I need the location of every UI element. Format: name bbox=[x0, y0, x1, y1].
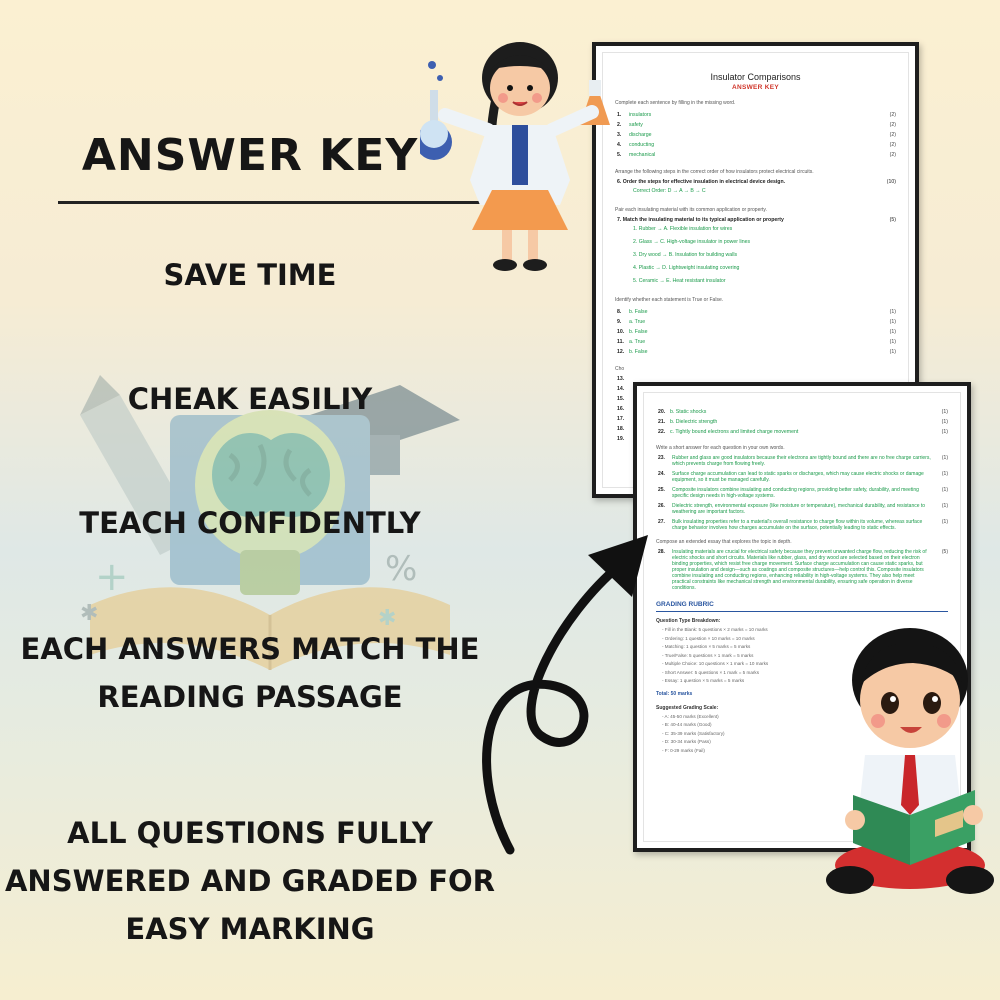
mc-answers bbox=[644, 407, 960, 437]
short-answer-row bbox=[644, 519, 960, 531]
curved-arrow-icon bbox=[470, 525, 660, 855]
item-points: (1) bbox=[941, 455, 948, 461]
item-points: (1) bbox=[941, 503, 948, 509]
tf-row bbox=[603, 337, 908, 347]
item-points: (2) bbox=[889, 142, 896, 148]
item-points: (2) bbox=[889, 122, 896, 128]
scale-item: - C: 35-39 marks (Satisfactory) bbox=[662, 730, 725, 736]
item-number: 4. bbox=[617, 142, 622, 148]
item-number: 27. bbox=[658, 519, 665, 525]
feature-teach-confidently: TEACH CONFIDENTLY bbox=[79, 506, 421, 540]
breakdown-item: - Short Answer: 5 questions × 1 mark = 5 marks bbox=[662, 669, 760, 675]
fill-answers bbox=[603, 110, 908, 160]
item-number: 3. bbox=[617, 132, 622, 138]
item-answer: a. True bbox=[629, 339, 646, 345]
fill-row bbox=[603, 120, 908, 130]
item-number: 22. bbox=[658, 429, 666, 435]
rubric-divider bbox=[656, 611, 948, 612]
tf-instructions: Identify whether each statement is True or False. bbox=[615, 297, 724, 303]
short-answer-row bbox=[644, 503, 960, 515]
tf-answers bbox=[603, 307, 908, 357]
plus-icon: + bbox=[95, 554, 129, 600]
total-marks: Total: 50 marks bbox=[656, 690, 693, 697]
sparkle-icon: ✱ bbox=[378, 606, 397, 631]
match-row: 4. Plastic → D. Lightweight insulating covering bbox=[633, 265, 740, 271]
headline: ANSWER KEY bbox=[81, 130, 419, 181]
item-answer: a. True bbox=[629, 319, 646, 325]
feature-fully-answered: ALL QUESTIONS FULLY ANSWERED AND GRADED FOR EASY MARKING bbox=[4, 816, 495, 946]
breakdown-item: - Matching: 1 question × 5 marks = 5 marks bbox=[662, 644, 751, 649]
match-row: 5. Ceramic → E. Heat resistant insulator bbox=[633, 278, 726, 284]
item-number: 26. bbox=[658, 503, 665, 509]
item-points: (1) bbox=[941, 429, 948, 435]
item-answer: b. False bbox=[629, 309, 648, 315]
match-instructions: Pair each insulating material with its common application or property. bbox=[615, 207, 767, 213]
order-instructions: Arrange the following steps in the correct order of how insulators protect electrical circuits. bbox=[615, 169, 814, 175]
breakdown-item: - Multiple Choice: 10 questions × 1 mark = 10 marks bbox=[662, 661, 769, 666]
item-number: 20. bbox=[658, 409, 666, 415]
item-points: (1) bbox=[941, 471, 948, 477]
item-number: 2. bbox=[617, 122, 622, 128]
percent-icon: % bbox=[385, 549, 418, 589]
item-number: 25. bbox=[658, 487, 665, 493]
fill-row bbox=[603, 140, 908, 150]
item-answer: discharge bbox=[629, 132, 652, 138]
item-number: 18. bbox=[617, 426, 625, 432]
feature-check-easily: CHEAK EASILIY bbox=[127, 382, 373, 416]
item-answer: Bulk insulating properties refer to a material's overall resistance to charge flow within its volume, whereas surface charge behavior involves how charges accumulate on the surface, potentially leading to static effects. bbox=[672, 519, 923, 531]
item-points: (2) bbox=[889, 152, 896, 158]
short-answer-row bbox=[644, 487, 960, 499]
scale-item: - A: 45-50 marks (Excellent) bbox=[662, 713, 719, 719]
breakdown-item: - True/False: 5 questions × 1 mark = 5 marks bbox=[662, 652, 754, 658]
sparkle-icon: ✱ bbox=[80, 601, 99, 626]
scale-item: - F: 0-29 marks (Fail) bbox=[662, 747, 705, 753]
scale-title: Suggested Grading Scale: bbox=[656, 704, 719, 711]
item-answer: c. Tightly bound electrons and limited charge movement bbox=[670, 429, 799, 435]
girl-scientist-illustration bbox=[420, 30, 615, 275]
item-answer: insulators bbox=[629, 112, 652, 118]
item-answer: conducting bbox=[629, 142, 655, 148]
item-answer: Composite insulators combine insulating and conducting regions, providing better safety, durability, and meeting specific design needs in high-voltage systems. bbox=[672, 487, 919, 499]
match-row: 3. Dry wood → B. Insulation for building walls bbox=[633, 252, 738, 258]
item-answer: b. False bbox=[629, 349, 648, 355]
mc-row bbox=[644, 427, 960, 437]
item-number: 19. bbox=[617, 436, 625, 442]
breakdown-item: - Essay: 1 question × 5 marks = 5 marks bbox=[662, 678, 745, 683]
item-answer: b. False bbox=[629, 329, 648, 335]
item-number: 15. bbox=[617, 396, 625, 402]
item-points: (2) bbox=[889, 132, 896, 138]
short-answer-row bbox=[644, 455, 960, 467]
breakdown-item: - Ordering: 1 question × 10 marks = 10 marks bbox=[662, 635, 755, 641]
tf-row bbox=[603, 327, 908, 337]
short-answer-row bbox=[644, 471, 960, 483]
boy-reading-illustration bbox=[815, 615, 995, 900]
item-points: (1) bbox=[941, 409, 948, 415]
item-points: (1) bbox=[941, 419, 948, 425]
mc-row bbox=[644, 407, 960, 417]
match-row: 1. Rubber → A. Flexible insulation for wires bbox=[633, 226, 733, 232]
item-number: 8. bbox=[617, 309, 622, 315]
item-points: (1) bbox=[941, 487, 948, 493]
item-number: 14. bbox=[617, 386, 625, 392]
item-number: 11. bbox=[617, 339, 624, 345]
mc-instructions: Cho bbox=[615, 366, 625, 372]
item-number: 23. bbox=[658, 455, 665, 461]
item-number: 12. bbox=[617, 349, 625, 355]
item-number: 5. bbox=[617, 152, 622, 158]
item-number: 13. bbox=[617, 376, 625, 382]
item-answer: Dielectric strength, environmental exposure (like moisture or temperature), mechanical durability, and resistance to weathering are important factors. bbox=[672, 503, 926, 515]
fill-row bbox=[603, 110, 908, 120]
essay-instructions: Compose an extended essay that explores the topic in depth. bbox=[656, 539, 792, 545]
fill-row bbox=[603, 150, 908, 160]
short-answer-instructions: Write a short answer for each question in your own words. bbox=[656, 445, 785, 451]
item-answer: b. Static shocks bbox=[670, 409, 707, 415]
item-number: 9. bbox=[617, 319, 622, 325]
scale-item: - D: 30-34 marks (Pass) bbox=[662, 739, 711, 744]
item-answer: Rubber and glass are good insulators because their electrons are tightly bound and there are no free charge carriers, which prevents charge from flowing freely. bbox=[672, 455, 931, 467]
item-points: (2) bbox=[889, 112, 896, 118]
tf-row bbox=[603, 317, 908, 327]
rubric-title: GRADING RUBRIC bbox=[656, 601, 714, 608]
mc-row bbox=[644, 417, 960, 427]
short-answers bbox=[644, 455, 960, 531]
item-number: 1. bbox=[617, 112, 622, 118]
match-answers bbox=[603, 223, 908, 288]
tf-row bbox=[603, 307, 908, 317]
item-points: (1) bbox=[941, 519, 948, 525]
item-points: (1) bbox=[889, 329, 896, 335]
fill-row bbox=[603, 130, 908, 140]
order-question: 6. Order the steps for effective insulation in electrical device design. (10) bbox=[617, 179, 896, 185]
order-answer: Correct Order: D → A → B → C bbox=[633, 188, 706, 194]
item-points: (1) bbox=[889, 339, 896, 345]
item-answer: mechanical bbox=[629, 152, 656, 158]
breakdown-item: - Fill in the Blank: 5 questions × 2 marks = 10 marks bbox=[662, 627, 768, 632]
item-number: 10. bbox=[617, 329, 625, 335]
item-number: 17. bbox=[617, 416, 625, 422]
item-points: (1) bbox=[889, 349, 896, 355]
item-points: (1) bbox=[889, 309, 896, 315]
document-subtitle: ANSWER KEY bbox=[731, 84, 780, 91]
item-points: (1) bbox=[889, 319, 896, 325]
item-number: 21. bbox=[658, 419, 666, 425]
item-answer: Surface charge accumulation can lead to static sparks or discharges, which may cause electric shocks or damage equipment, so it must be managed carefully. bbox=[672, 471, 924, 483]
match-question: 7. Match the insulating material to its typical application or property (5) bbox=[617, 217, 896, 223]
item-number: 16. bbox=[617, 406, 625, 412]
fill-instructions: Complete each sentence by filling in the missing word. bbox=[615, 100, 736, 106]
document-title: Insulator Comparisons bbox=[710, 72, 801, 82]
breakdown-title: Question Type Breakdown: bbox=[656, 618, 721, 624]
scale-item: - B: 40-44 marks (Good) bbox=[662, 722, 712, 727]
item-answer: b. Dielectric strength bbox=[670, 419, 718, 425]
feature-save-time: SAVE TIME bbox=[163, 258, 337, 292]
item-answer: safety bbox=[629, 122, 643, 128]
feature-answers-match: EACH ANSWERS MATCH THE READING PASSAGE bbox=[20, 632, 480, 714]
match-row: 2. Glass → C. High-voltage insulator in power lines bbox=[633, 239, 751, 245]
tf-row bbox=[603, 347, 908, 357]
item-number: 24. bbox=[658, 471, 665, 477]
essay-answer: 28. Insulating materials are crucial for electrical safety because they prevent unwanted charge flow, reducing the risk of electric shocks and short circuits. Materials like rubber, glass, and dry wood are selected based on their electron binding properties, which resist free charge movement. Surface charge accumulation can cause static sparks, but proper insulation and design—such as coatings and composite structures—help control this. Composite insulators combine insulating and conducting regions, enhancing reliability in high-voltage systems. They also help meet practical constraints like mechanical strength and environmental durability, ensuring safe operation in diverse conditions. (5) bbox=[658, 549, 948, 591]
